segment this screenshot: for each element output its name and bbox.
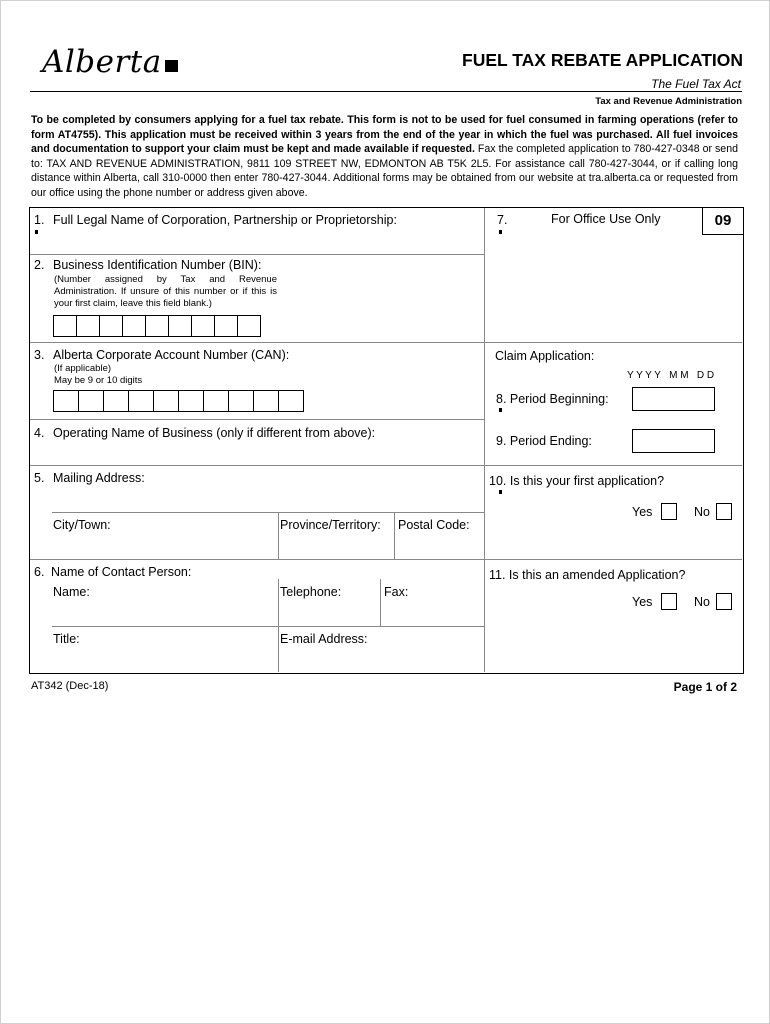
bullet [35, 230, 38, 234]
divider [380, 579, 381, 626]
header-rule [30, 91, 742, 92]
field-5-number: 5. [34, 471, 45, 485]
can-digit[interactable] [203, 390, 229, 412]
field-2-number: 2. [34, 258, 45, 272]
can-digit[interactable] [53, 390, 79, 412]
field-7-number: 7. [497, 213, 508, 227]
bullet [499, 230, 502, 234]
bin-digit[interactable] [76, 315, 100, 337]
can-digit[interactable] [128, 390, 154, 412]
can-digit[interactable] [278, 390, 304, 412]
intro-text [31, 113, 738, 201]
divider [394, 512, 395, 559]
divider [30, 465, 742, 466]
office-code: 09 [702, 208, 743, 235]
divider [52, 626, 484, 627]
field-4-label: Operating Name of Business (only if different from above): [53, 426, 376, 440]
divider [30, 342, 742, 343]
bin-digit[interactable] [53, 315, 77, 337]
field-11-label: 11. Is this an amended Application? [489, 568, 686, 582]
field-5-label: Mailing Address: [53, 471, 145, 485]
field-1-label: Full Legal Name of Corporation, Partnership or Proprietorship: [53, 213, 397, 227]
first-app-yes-checkbox[interactable] [661, 503, 677, 520]
alberta-logo [42, 44, 178, 80]
intro-bold: To be completed by consumers applying for a fuel tax rebate. This form is not to be used for fuel consumed in farming operations (refer to form AT4755). This application must be received within 3 years from the end of the year in which the fuel was purchased. All fuel invoices and documentation to support your claim must be kept and made available if requested. [31, 114, 738, 156]
bin-digit[interactable] [99, 315, 123, 337]
period-ending-input[interactable] [632, 429, 715, 453]
field-3-number: 3. [34, 348, 45, 362]
form-title: FUEL TAX REBATE APPLICATION [462, 50, 743, 70]
can-digit[interactable] [103, 390, 129, 412]
act-name: The Fuel Tax Act [651, 77, 741, 91]
field-4-number: 4. [34, 426, 45, 440]
name-label: Name: [53, 585, 90, 599]
email-label: E-mail Address: [280, 632, 368, 646]
field-6-number: 6. [34, 565, 45, 579]
date-format: Y Y Y Y M M D D [627, 370, 715, 381]
amended-yes-checkbox[interactable] [661, 593, 677, 610]
can-digit[interactable] [253, 390, 279, 412]
period-beginning-input[interactable] [632, 387, 715, 411]
postal-code-label: Postal Code: [398, 518, 470, 532]
mailing-address-input[interactable] [52, 488, 482, 510]
amended-no-label: No [694, 595, 710, 609]
field-1-number: 1. [34, 213, 45, 227]
bin-digit[interactable] [122, 315, 146, 337]
field-3-note2: May be 9 or 10 digits [54, 375, 143, 386]
divider [278, 512, 279, 559]
first-app-yes-label: Yes [632, 505, 653, 519]
legal-name-input[interactable] [52, 232, 482, 252]
field-2-label: Business Identification Number (BIN): [53, 258, 262, 272]
first-app-no-checkbox[interactable] [716, 503, 732, 520]
field-6-label: Name of Contact Person: [51, 565, 192, 579]
field-3-note1: (If applicable) [54, 363, 112, 374]
logo-text: Alberta [42, 44, 162, 80]
field-7-label: For Office Use Only [551, 212, 661, 226]
divider [30, 559, 742, 560]
claim-label: Claim Application: [495, 349, 595, 363]
operating-name-input[interactable] [52, 444, 482, 464]
can-digit[interactable] [78, 390, 104, 412]
field-3-label: Alberta Corporate Account Number (CAN): [53, 348, 290, 362]
bin-digit[interactable] [214, 315, 238, 337]
page-number: Page 1 of 2 [673, 680, 737, 694]
form-id: AT342 (Dec-18) [31, 680, 109, 692]
amended-yes-label: Yes [632, 595, 653, 609]
intro-normal: Fax the completed application to 780-427-0348 or send to: TAX AND REVENUE ADMINISTRATION, 9811 109 STREET NW, EDMONTON AB T5K 2L5. For assistance call 780-427-3044, or if calling long distance within Alberta, call 310-0000 then enter 780-427-3044. Additional forms may be obtained from our website at tra.alberta.ca or requested from our office using the phone number or address given above. [31, 143, 738, 199]
province-label: Province/Territory: [280, 518, 381, 532]
bin-digit[interactable] [191, 315, 215, 337]
bin-input[interactable] [53, 315, 260, 337]
fax-label: Fax: [384, 585, 409, 599]
can-digit[interactable] [153, 390, 179, 412]
city-label: City/Town: [53, 518, 111, 532]
can-digit[interactable] [178, 390, 204, 412]
bullet [499, 490, 502, 494]
divider [278, 579, 279, 672]
telephone-label: Telephone: [280, 585, 342, 599]
logo-mark-icon [165, 60, 178, 72]
can-input[interactable] [53, 390, 303, 412]
amended-no-checkbox[interactable] [716, 593, 732, 610]
column-divider [484, 208, 485, 672]
divider [52, 512, 484, 513]
title-label: Title: [53, 632, 80, 646]
divider [30, 419, 484, 420]
period-ending-label: 9. Period Ending: [496, 434, 592, 448]
first-app-no-label: No [694, 505, 710, 519]
bin-digit[interactable] [168, 315, 192, 337]
bin-digit[interactable] [237, 315, 261, 337]
divider [30, 254, 484, 255]
department-name: Tax and Revenue Administration [595, 96, 742, 107]
bin-digit[interactable] [145, 315, 169, 337]
field-2-note: (Number assigned by Tax and Revenue Administration. If unsure of this number or if this is your first claim, leave this field blank.) [54, 274, 277, 309]
period-beginning-label: 8. Period Beginning: [496, 392, 609, 406]
can-digit[interactable] [228, 390, 254, 412]
bullet [499, 408, 502, 412]
field-10-label: 10. Is this your first application? [489, 474, 665, 488]
